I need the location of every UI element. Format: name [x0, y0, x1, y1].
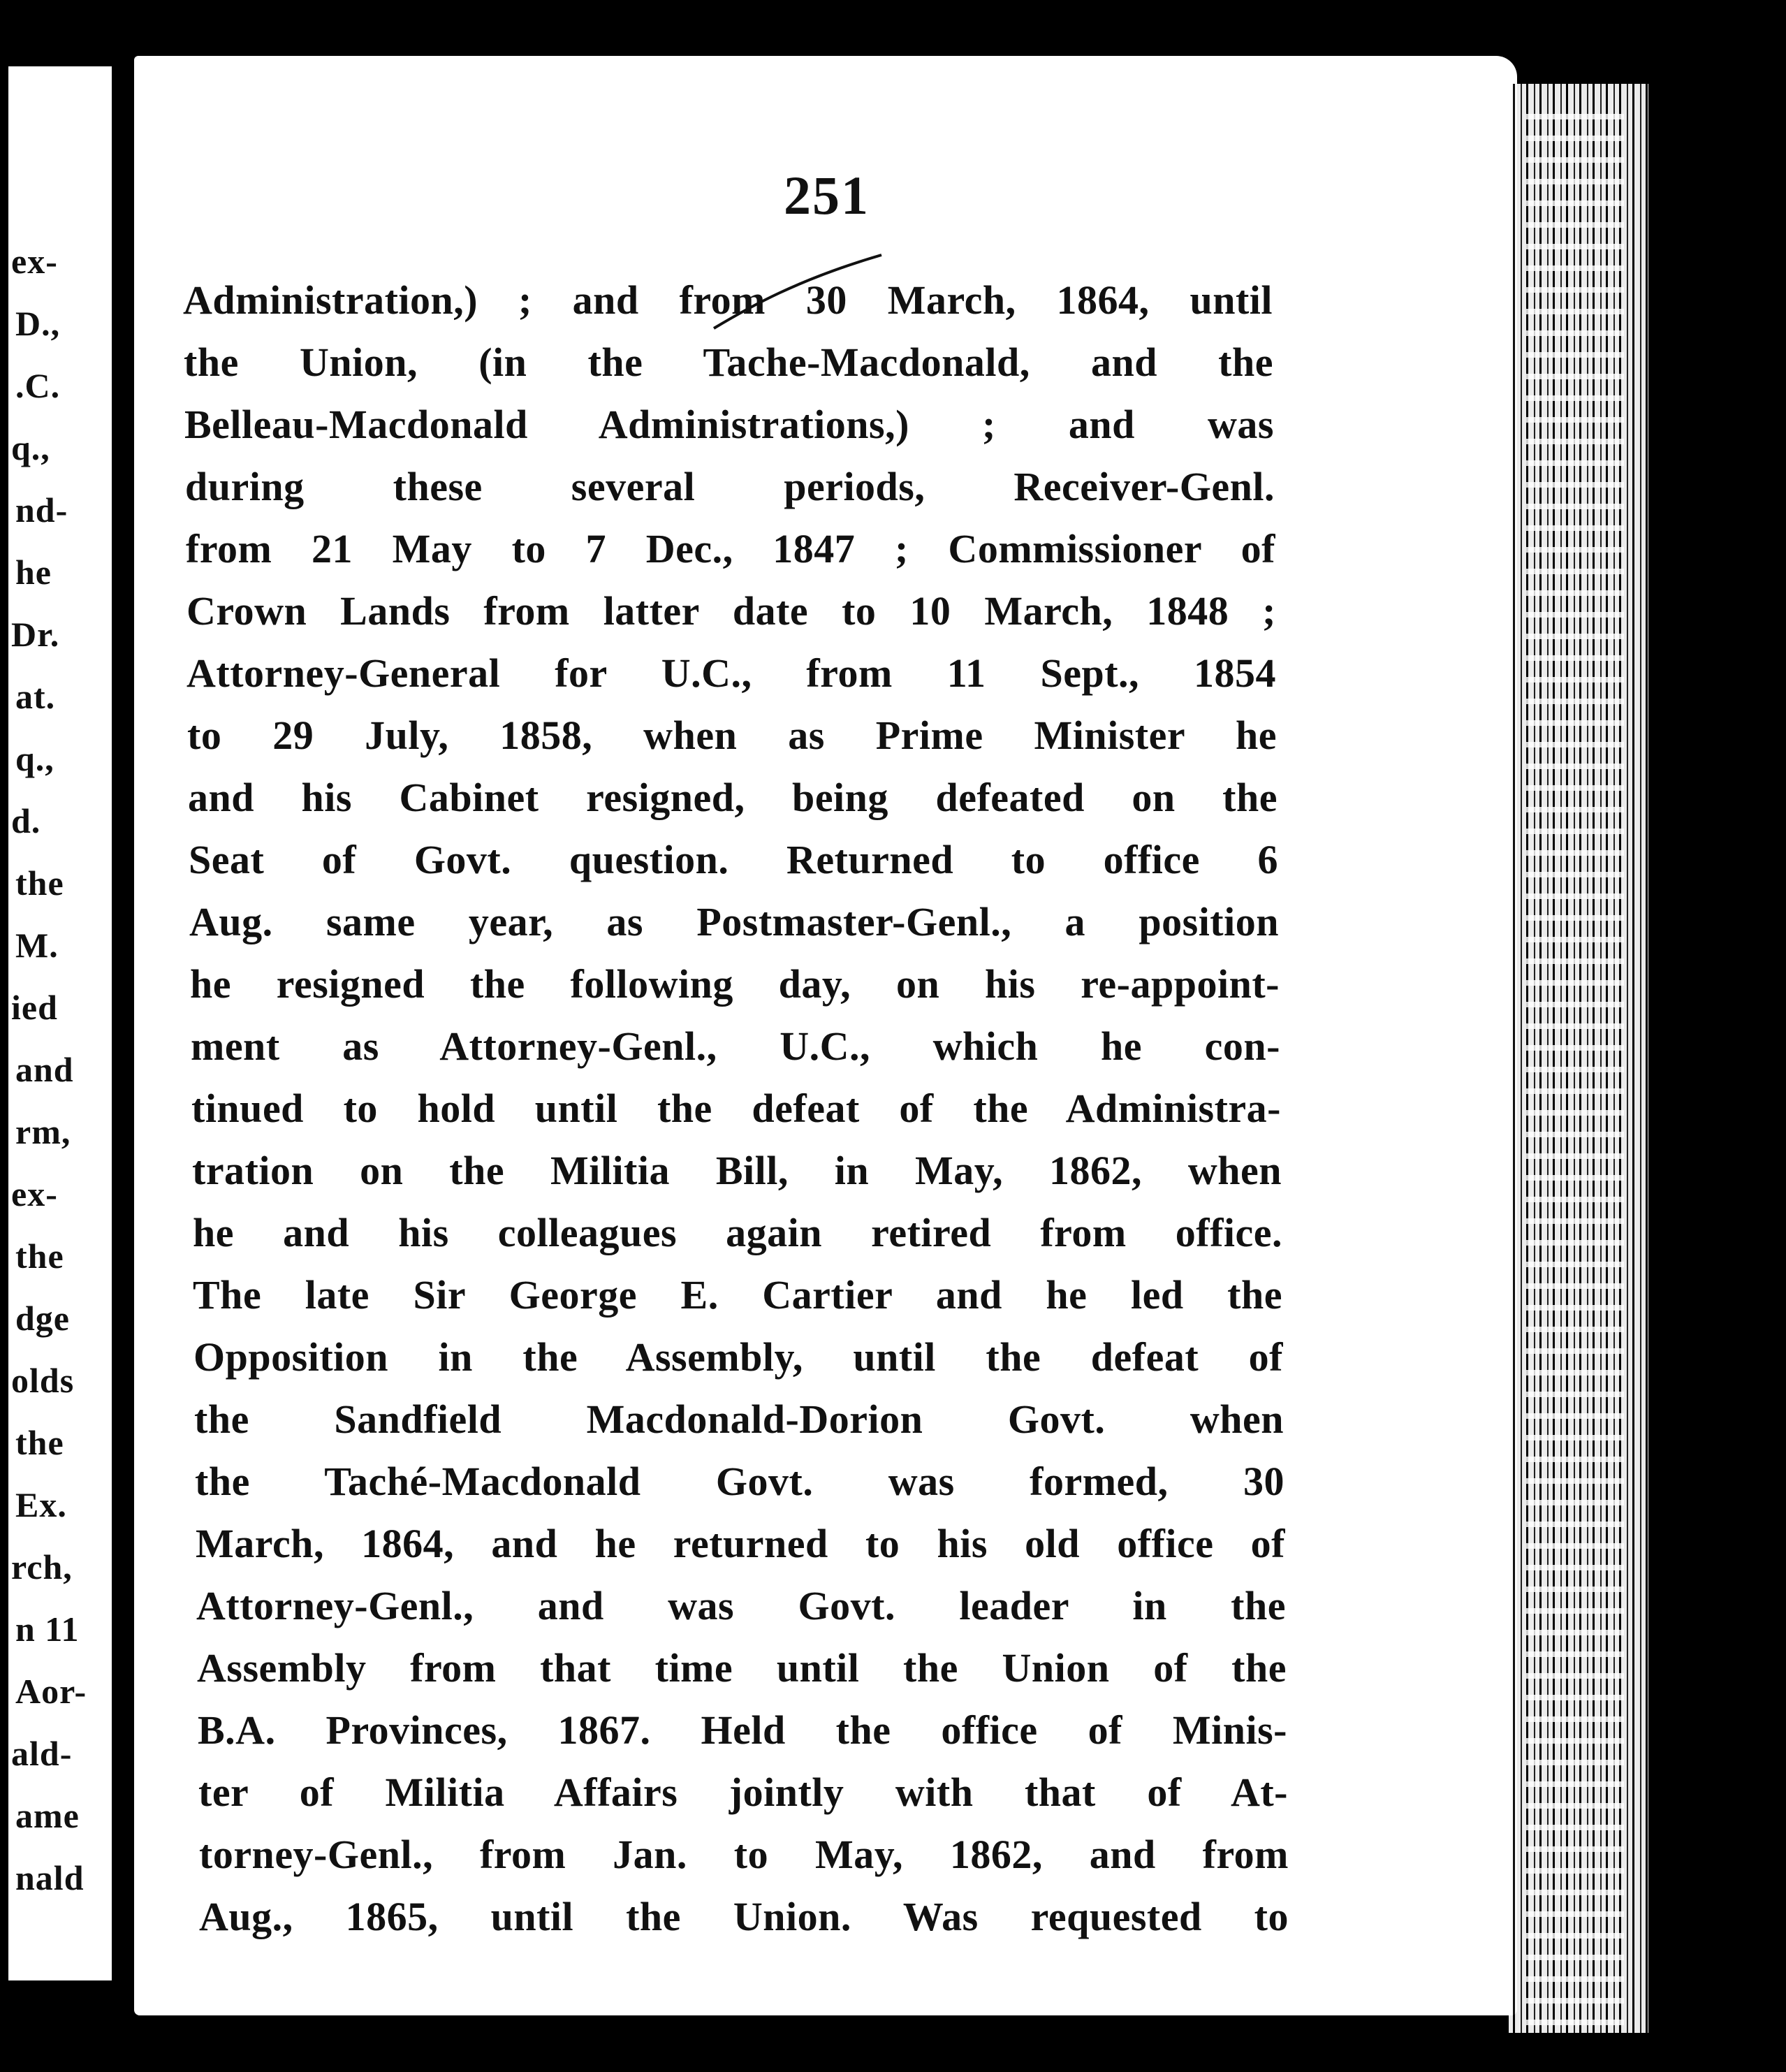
text-line: B.A. Provinces, 1867. Held the office of Minis-: [198, 1707, 1287, 1753]
left-page-fragment-text: ex-: [11, 1174, 58, 1213]
text-line: The late Sir George E. Cartier and he led the: [193, 1272, 1282, 1318]
text-line: Administration,) ; and from 30 March, 1864, until: [183, 277, 1273, 323]
text-line: he resigned the following day, on his re-appoint-: [190, 961, 1280, 1007]
left-page-fragment-text: d.: [11, 801, 41, 840]
left-page-fragment-text: the: [15, 863, 64, 903]
left-page-fragment-text: at.: [15, 677, 56, 716]
text-line: Attorney-Genl., and was Govt. leader in the: [196, 1583, 1286, 1628]
left-page-fragment-text: rm,: [15, 1112, 71, 1151]
text-line: tration on the Militia Bill, in May, 1862, when: [192, 1148, 1282, 1193]
book-page: [134, 56, 1517, 2015]
page-number: 251: [784, 165, 870, 226]
left-page-fragment-text: M.: [15, 926, 59, 965]
text-line: the Taché-Macdonald Govt. was formed, 30: [195, 1459, 1284, 1504]
text-line: ter of Militia Affairs jointly with that of At-: [198, 1770, 1288, 1815]
left-page-fragment-text: ald-: [11, 1734, 73, 1773]
text-line: and his Cabinet resigned, being defeated on the: [188, 775, 1278, 820]
left-page-fragment-text: Dr.: [11, 615, 60, 654]
left-page-fragment-text: D.,: [15, 304, 61, 343]
left-page-fragment-text: nd-: [15, 490, 68, 530]
text-line: the Union, (in the Tache-Macdonald, and the: [184, 340, 1273, 385]
left-page-fragment-text: Aor-: [15, 1672, 87, 1711]
text-line: Seat of Govt. question. Returned to office 6: [189, 837, 1278, 882]
left-page-fragment-text: rch,: [11, 1547, 73, 1586]
text-line: Opposition in the Assembly, until the defeat of: [193, 1334, 1283, 1380]
left-page-fragment-text: .C.: [15, 366, 61, 405]
text-line: the Sandfield Macdonald-Dorion Govt. when: [194, 1396, 1284, 1442]
left-page-fragment-text: ame: [15, 1796, 80, 1835]
text-line: Assembly from that time until the Union of the: [197, 1645, 1287, 1691]
left-page-fragment-text: the: [15, 1423, 64, 1462]
left-page-fragment-text: dge: [15, 1299, 70, 1338]
text-line: during these several periods, Receiver-Genl.: [185, 464, 1275, 509]
text-line: from 21 May to 7 Dec., 1847 ; Commissioner of: [186, 526, 1275, 571]
left-page-fragment-text: olds: [11, 1361, 75, 1400]
text-line: ment as Attorney-Genl., U.C., which he con-: [191, 1023, 1280, 1069]
text-line: to 29 July, 1858, when as Prime Minister he: [187, 713, 1277, 758]
left-page-fragment-text: he: [15, 553, 52, 592]
left-page-fragment-text: nald: [15, 1858, 85, 1897]
text-line: torney-Genl., from Jan. to May, 1862, and from: [199, 1832, 1289, 1877]
left-page-fragment-text: Ex.: [15, 1485, 67, 1524]
text-line: tinued to hold until the defeat of the Administra-: [191, 1086, 1281, 1131]
text-line: Crown Lands from latter date to 10 March, 1848 ;: [186, 588, 1276, 634]
page-edge-shading: [1526, 98, 1624, 2026]
left-page-fragment-text: q.,: [11, 428, 50, 467]
text-line: Aug., 1865, until the Union. Was requested to: [199, 1894, 1289, 1939]
left-page-fragment-text: n 11: [15, 1610, 80, 1649]
text-line: Attorney-General for U.C., from 11 Sept., 1854: [186, 650, 1276, 696]
text-line: Belleau-Macdonald Administrations,) ; and was: [184, 402, 1274, 447]
left-page-fragment-text: and: [15, 1050, 74, 1089]
text-line: March, 1864, and he returned to his old office of: [196, 1521, 1285, 1566]
left-page-fragment-text: the: [15, 1236, 64, 1276]
left-page-fragment: [8, 66, 112, 1980]
left-page-fragment-text: q.,: [15, 739, 54, 778]
left-page-fragment-text: ied: [11, 988, 58, 1027]
left-page-fragment-text: ex-: [11, 242, 58, 281]
text-line: he and his colleagues again retired from office.: [193, 1210, 1282, 1255]
text-line: Aug. same year, as Postmaster-Genl., a position: [189, 899, 1279, 944]
